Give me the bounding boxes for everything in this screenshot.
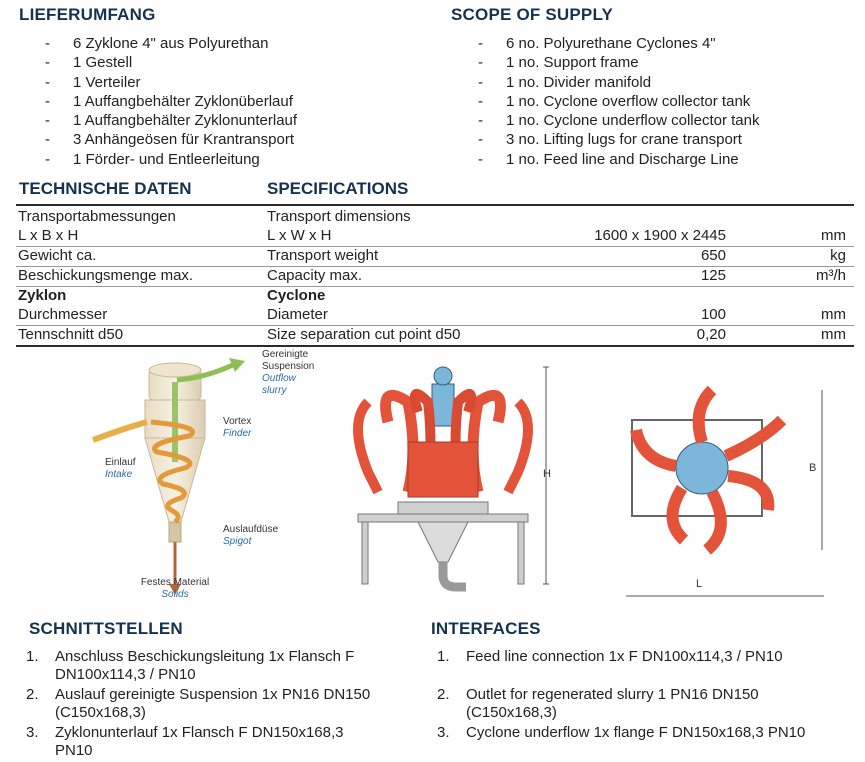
- scope-de-title: LIEFERUMFANG: [19, 5, 156, 24]
- specs-en-title: SPECIFICATIONS: [267, 179, 409, 198]
- spec-unit: mm: [821, 326, 846, 343]
- spec-value: 100: [700, 306, 726, 323]
- item-line: Outlet for regenerated slurry 1 PN16 DN150: [466, 686, 759, 703]
- list-item: - 1 Auffangbehälter Zyklonunterlauf: [45, 111, 297, 130]
- scope-en-list: [478, 34, 759, 169]
- spec-value: 0,20: [696, 326, 726, 343]
- spec-unit: mm: [821, 306, 846, 323]
- item-number: 2.: [26, 686, 39, 703]
- table-top-rule: [16, 204, 854, 206]
- list-item: [26, 686, 370, 722]
- label-intake: [105, 457, 136, 481]
- label-vortex-de: Vortex: [223, 416, 252, 427]
- scope-en-title: SCOPE OF SUPPLY: [451, 5, 614, 24]
- list-item: - 1 no. Support frame: [478, 53, 759, 72]
- interfaces-de-list: [26, 648, 370, 762]
- item-line: Zyklonunterlauf 1x Flansch F DN150x168,3: [55, 724, 344, 741]
- list-item: [26, 648, 370, 684]
- label-solids-de: Festes Material: [140, 577, 210, 588]
- label-solids-en: Solids: [161, 589, 189, 600]
- list-item: [437, 686, 805, 722]
- spec-de: Transportabmessungen: [18, 208, 176, 225]
- list-item: [26, 724, 370, 760]
- spec-de: L x B x H: [18, 227, 79, 244]
- spec-value: 1600 x 1900 x 2445: [594, 227, 726, 244]
- table-bottom-rule: [16, 345, 854, 347]
- list-item: - 3 no. Lifting lugs for crane transport: [478, 130, 759, 149]
- list-item: - 1 Gestell: [45, 53, 297, 72]
- label-outflow-en: Outflow: [262, 373, 296, 384]
- spec-en: Capacity max.: [267, 267, 363, 284]
- spec-en: L x W x H: [267, 227, 332, 244]
- list-item: - 1 no. Cyclone underflow collector tank: [478, 111, 759, 130]
- label-intake-de: Einlauf: [105, 457, 136, 468]
- label-outflow-de2: Suspension: [262, 361, 315, 372]
- list-item: - 1 Förder- und Entleerleitung: [45, 150, 297, 169]
- item-line: DN100x114,3 / PN10: [55, 666, 196, 683]
- spec-en: Transport weight: [267, 247, 379, 264]
- spec-unit: kg: [830, 247, 846, 264]
- item-line: PN10: [55, 742, 93, 759]
- interfaces-de-title: SCHNITTSTELLEN: [29, 619, 183, 638]
- spec-de: Tennschnitt d50: [18, 326, 124, 343]
- label-outflow-de: Gereinigte: [262, 349, 309, 360]
- spec-value: 125: [700, 267, 726, 284]
- item-number: 3.: [26, 724, 39, 741]
- label-spigot: [223, 524, 278, 548]
- spec-en: Size separation cut point d50: [267, 326, 461, 343]
- item-line: Feed line connection 1x F DN100x114,3 / PN10: [466, 648, 783, 665]
- interfaces-en-title: INTERFACES: [431, 619, 541, 638]
- spec-en: Diameter: [267, 306, 328, 323]
- spec-unit: m³/h: [816, 267, 846, 284]
- spec-de: Beschickungsmenge max.: [18, 267, 194, 284]
- item-number: 2.: [437, 686, 450, 703]
- label-spigot-de: Auslaufdüse: [223, 524, 279, 535]
- dim-b: B: [809, 462, 817, 474]
- item-line: Auslauf gereinigte Suspension 1x PN16 DN150: [55, 686, 371, 703]
- divider: [16, 246, 854, 247]
- item-number: 3.: [437, 724, 450, 741]
- item-number: 1.: [26, 648, 39, 665]
- item-line: Anschluss Beschickungsleitung 1x Flansch F: [55, 648, 355, 665]
- label-intake-en: Intake: [105, 469, 133, 480]
- list-item: - 3 Anhängeösen für Krantransport: [45, 130, 297, 149]
- list-item: [437, 724, 805, 742]
- list-item: [437, 648, 805, 666]
- label-outflow: [262, 349, 314, 397]
- spec-de: Gewicht ca.: [18, 247, 97, 264]
- list-item: - 1 no. Cyclone overflow collector tank: [478, 92, 759, 111]
- label-vortex: [223, 416, 251, 440]
- label-vortex-en: Finder: [223, 428, 252, 439]
- spec-de: Zyklon: [18, 287, 67, 304]
- list-item: - 1 Auffangbehälter Zyklonüberlauf: [45, 92, 297, 111]
- front-view-drawing: [348, 362, 563, 600]
- list-item: - 6 no. Polyurethane Cyclones 4": [478, 34, 759, 53]
- list-item: - 6 Zyklone 4" aus Polyurethan: [45, 34, 297, 53]
- spec-unit: mm: [821, 227, 846, 244]
- label-solids: [137, 577, 213, 601]
- item-line: (C150x168,3): [466, 704, 557, 721]
- dim-l: L: [696, 578, 703, 590]
- list-item: - 1 no. Divider manifold: [478, 73, 759, 92]
- divider: [16, 286, 854, 287]
- specs-de-title: TECHNISCHE DATEN: [19, 179, 192, 198]
- list-item: - 1 no. Feed line and Discharge Line: [478, 150, 759, 169]
- item-number: 1.: [437, 648, 450, 665]
- item-line: Cyclone underflow 1x flange F DN150x168,3 PN10: [466, 724, 806, 741]
- list-item: - 1 Verteiler: [45, 73, 297, 92]
- top-view-drawing: [622, 380, 834, 602]
- interfaces-en-list: [437, 648, 805, 744]
- spec-de: Durchmesser: [18, 306, 108, 323]
- dim-h: H: [543, 468, 551, 480]
- scope-de-list: [45, 34, 297, 169]
- spec-en: Transport dimensions: [267, 208, 411, 225]
- spec-en: Cyclone: [267, 287, 326, 304]
- item-line: (C150x168,3): [55, 704, 146, 721]
- label-outflow-en2: slurry: [262, 385, 287, 396]
- label-spigot-en: Spigot: [223, 536, 252, 547]
- spec-value: 650: [700, 247, 726, 264]
